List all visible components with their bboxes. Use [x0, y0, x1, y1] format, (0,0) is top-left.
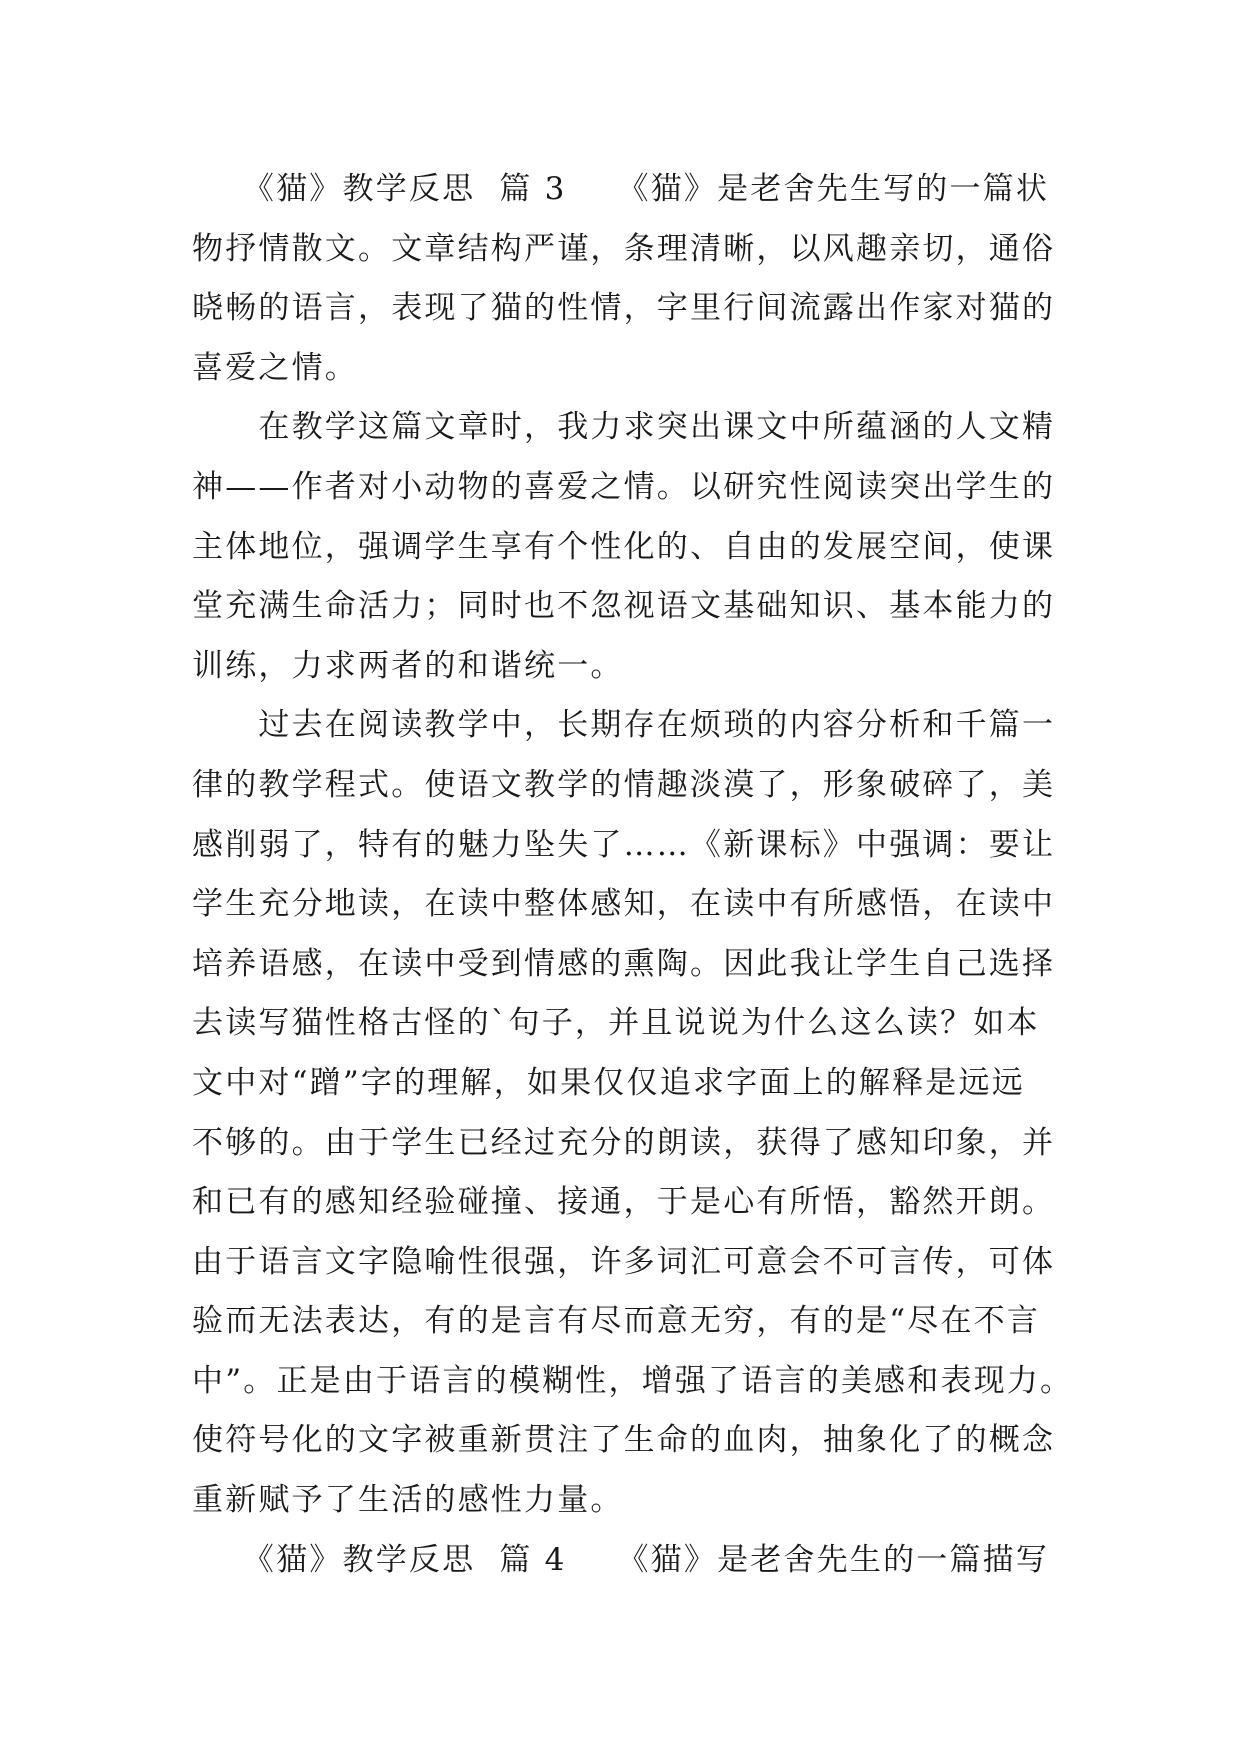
- text-line: 中”。正是由于语言的模糊性，增强了语言的美感和表现力。: [192, 1362, 1074, 1399]
- text-line: 重新赋予了生活的感性力量。: [192, 1482, 624, 1519]
- text-line: 训练，力求两者的和谐统一。: [192, 647, 624, 684]
- text-line: 律的教学程式。使语文教学的情趣淡漠了，形象破碎了，美: [192, 766, 1056, 803]
- text-line: 由于语言文字隐喻性很强，许多词汇可意会不可言传，可体: [192, 1243, 1056, 1280]
- document-body: [192, 160, 1074, 1590]
- text-line: 文中对“蹭”字的理解，如果仅仅追求字面上的解释是远远: [192, 1064, 1025, 1101]
- text-line: 感削弱了，特有的魅力坠失了……《新课标》中强调：要让: [192, 826, 1056, 863]
- text-line: 培养语感，在读中受到情感的熏陶。因此我让学生自己选择: [192, 945, 1056, 982]
- text-line: 使符号化的文字被重新贯注了生命的血肉，抽象化了的概念: [192, 1422, 1056, 1459]
- text-line: 学生充分地读，在读中整体感知，在读中有所感悟，在读中: [192, 886, 1056, 923]
- text-line: 去读写猫性格古怪的`句子，并且说说为什么这么读？如本: [192, 1005, 1040, 1042]
- text-line: 过去在阅读教学中，长期存在烦琐的内容分析和千篇一: [192, 707, 1056, 744]
- text-line: 在教学这篇文章时，我力求突出课文中所蕴涵的人文精: [192, 409, 1056, 446]
- text-line: 神——作者对小动物的喜爱之情。以研究性阅读突出学生的: [192, 468, 1056, 505]
- text-line: 物抒情散文。文章结构严谨，条理清晰，以风趣亲切，通俗: [192, 230, 1056, 267]
- text-line: 《猫》教学反思 篇 3 《猫》是老舍先生写的一篇状: [192, 171, 1050, 207]
- text-line: 堂充满生命活力；同时也不忽视语文基础知识、基本能力的: [192, 588, 1056, 625]
- text-line: 喜爱之情。: [192, 349, 358, 386]
- text-line: 和已有的感知经验碰撞、接通，于是心有所悟，豁然开朗。: [192, 1184, 1056, 1221]
- text-line: 验而无法表达，有的是言有尽而意无穷，有的是“尽在不言: [192, 1303, 1041, 1340]
- text-line: 不够的。由于学生已经过充分的朗读，获得了感知印象，并: [192, 1124, 1056, 1161]
- text-line: 主体地位，强调学生享有个性化的、自由的发展空间，使课: [192, 528, 1056, 565]
- text-line: 《猫》教学反思 篇 4 《猫》是老舍先生的一篇描写: [192, 1541, 1050, 1578]
- text-line: 晓畅的语言，表现了猫的性情，字里行间流露出作家对猫的: [192, 290, 1056, 327]
